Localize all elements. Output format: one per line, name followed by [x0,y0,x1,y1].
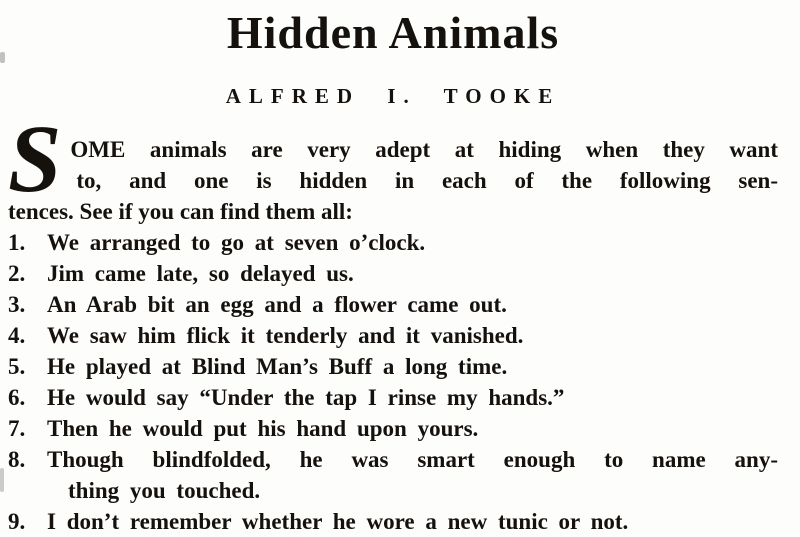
list-item [8,320,778,351]
item-text: He played at Blind Man’s Buff a long time. [47,354,508,379]
item-text: We saw him flick it tenderly and it vanished. [47,323,524,348]
item-text: An Arab bit an egg and a flower came out. [47,292,507,317]
intro-line-3: tences. See if you can find them all: [8,199,353,224]
item-number: 7. [8,416,26,441]
page-title: Hidden Animals [226,7,560,58]
item-text-line-2: thing you touched. [68,478,261,503]
scan-artifact [0,468,4,492]
puzzle-sentence-list [8,227,778,537]
intro-paragraph [8,105,778,227]
item-number: 1. [8,230,26,255]
item-text: We arranged to go at seven o’clock. [47,230,426,255]
intro-line-1: OME animals are very adept at hiding when they want [70,137,778,162]
item-text: I don’t remember whether he wore a new tunic or not. [47,509,629,534]
author-byline: ALFRED I. TOOKE [225,84,561,108]
list-item [8,258,778,289]
list-item [8,289,778,320]
list-item [8,227,778,258]
list-item [8,444,778,506]
item-number: 5. [8,354,26,379]
item-number: 8. [8,447,26,472]
intro-line-2: to, and one is hidden in each of the following sen- [76,168,778,193]
list-item [8,413,778,444]
item-number: 4. [8,323,26,348]
item-text: He would say “Under the tap I rinse my hands.” [47,385,565,410]
item-number: 6. [8,385,26,410]
list-item [8,382,778,413]
list-item [8,506,778,537]
scan-artifact [0,52,5,63]
item-text-line-1: Though blindfolded, he was smart enough to name any- [47,447,778,472]
item-number: 3. [8,292,26,317]
item-text: Jim came late, so delayed us. [47,261,354,286]
item-number: 2. [8,261,26,286]
item-text: Then he would put his hand upon yours. [47,416,479,441]
dropcap-letter: S [8,105,62,212]
item-number: 9. [8,509,26,534]
list-item [8,351,778,382]
